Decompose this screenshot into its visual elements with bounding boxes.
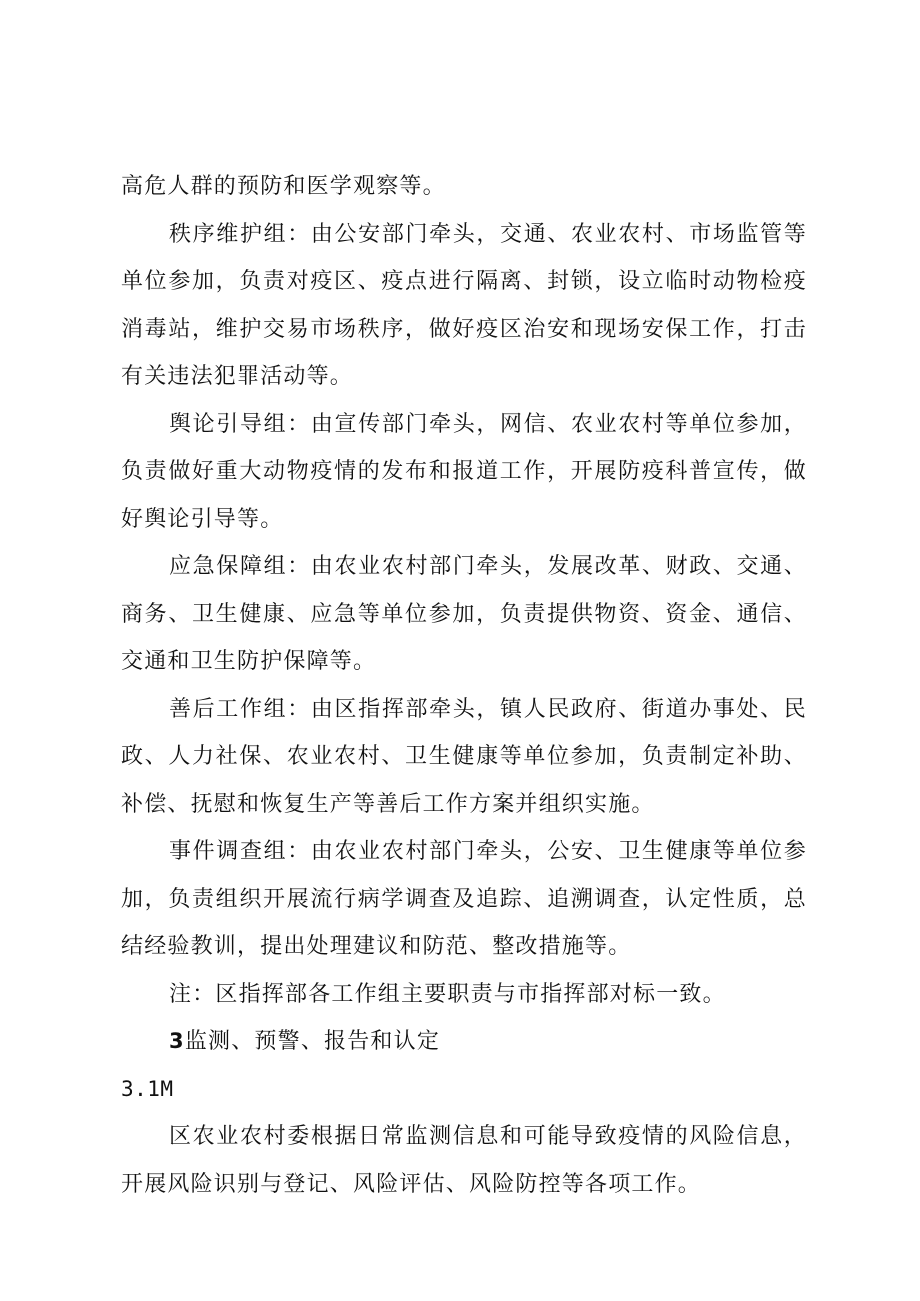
paragraph-monitoring: 区农业农村委根据日常监测信息和可能导致疫情的风险信息，开展风险识别与登记、风险评估、风险防控等各项工作。 bbox=[121, 1124, 807, 1197]
paragraph-public-opinion-group: 舆论引导组：由宣传部门牵头，网信、农业农村等单位参加，负责做好重大动物疫情的发布和报道工作，开展防疫科普宣传，做好舆论引导等。 bbox=[121, 411, 807, 532]
section-heading bbox=[121, 1018, 807, 1066]
section-heading-title: 监测、预警、报告和认定 bbox=[184, 1029, 441, 1054]
paragraph-aftermath-group: 善后工作组：由区指挥部牵头，镇人民政府、街道办事处、民政、人力社保、农业农村、卫生健康等单位参加，负责制定补助、补偿、抚慰和恢复生产等善后工作方案并组织实施。 bbox=[121, 696, 807, 817]
section-heading-number: 3 bbox=[169, 1029, 185, 1053]
paragraph-emergency-support-group: 应急保障组：由农业农村部门牵头，发展改革、财政、交通、商务、卫生健康、应急等单位参加，负责提供物资、资金、通信、交通和卫生防护保障等。 bbox=[121, 554, 807, 674]
subsection-heading: 3.1M bbox=[121, 1076, 174, 1101]
paragraph-incident-investigation-group: 事件调查组：由农业农村部门牵头，公安、卫生健康等单位参加，负责组织开展流行病学调查及追踪、追溯调查，认定性质，总结经验教训，提出处理建议和防范、整改措施等。 bbox=[121, 839, 807, 959]
document-body bbox=[121, 163, 807, 1208]
paragraph-continuation: 高危人群的预防和医学观察等。 bbox=[121, 174, 446, 199]
paragraph-note: 注：区指挥部各工作组主要职责与市指挥部对标一致。 bbox=[169, 981, 726, 1007]
paragraph-order-maintenance-group: 秩序维护组：由公安部门牵头，交通、农业农村、市场监管等单位参加，负责对疫区、疫点进行隔离、封锁，设立临时动物检疫消毒站，维护交易市场秩序，做好疫区治安和现场安保工作，打击有关违法犯罪活动等。 bbox=[121, 221, 807, 389]
